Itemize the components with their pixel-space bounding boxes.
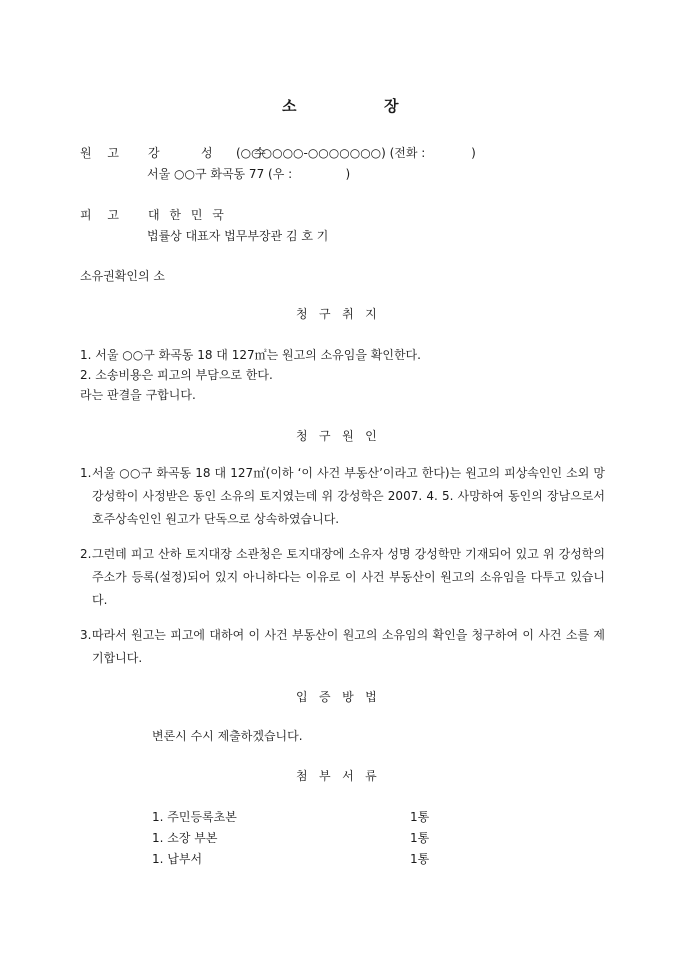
paragraph-number: 3. [80,628,92,642]
claim-purpose-item: 1. 서울 ○○구 화곡동 18 대 127㎡는 원고의 소유임을 확인한다. [80,348,421,362]
attachment-name: 1. 주민등록초본 [152,810,237,824]
attachments-heading: 첨 부 서 류 [296,769,377,783]
paragraph-number: 2. [80,547,92,561]
attachment-count: 1통 [410,831,430,845]
case-name: 소유권확인의 소 [80,269,165,283]
paragraph-text: 그런데 피고 산하 토지대장 소관청은 토지대장에 소유자 성명 강성학만 기재되어 있고 위 강성학의 주소가 등록(설정)되어 있지 아니하다는 이유로 이 사건 부동산이 원고의 소유임을 다투고 있습니다. [92,547,605,607]
evidence-text: 변론시 수시 제출하겠습니다. [152,729,303,743]
claim-purpose-item: 2. 소송비용은 피고의 부담으로 한다. [80,368,273,382]
paragraph-text: 따라서 원고는 피고에 대하여 이 사건 부동산이 원고의 소유임의 확인을 청구하여 이 사건 소를 제기합니다. [92,628,605,665]
paragraph-number: 1. [80,466,92,480]
attachment-count: 1통 [410,852,430,866]
paragraph-text: 서울 ○○구 화곡동 18 대 127㎡(이하 ‘이 사건 부동산’이라고 한다)는 원고의 피상속인인 소외 망 강성학이 사정받은 동인 소유의 토지였는데 위 강성학은 2007. 4. 5. 사망하여 동인의 장남으로서 호주상속인인 원고가 단독으로 상속하였습니다. [92,466,605,526]
claim-cause-paragraph [80,624,605,670]
attachment-row [152,850,442,867]
defendant-representative: 법률상 대표자 법무부장관 김 호 기 [147,229,329,243]
attachment-count: 1통 [410,810,430,824]
defendant-role: 피 고 [80,208,125,222]
document-title-left: 소 [282,97,297,115]
plaintiff-id-phone: (○○○○○○-○○○○○○○) (전화 : ) [236,146,476,160]
plaintiff-name: 강 성 수 [148,146,266,160]
plaintiff-address: 서울 ○○구 화곡동 77 (우 : ) [147,167,351,181]
defendant-name: 대 한 민 국 [148,208,227,222]
attachment-row [152,808,442,825]
claim-purpose-heading: 청 구 취 지 [296,307,377,321]
claim-cause-heading: 청 구 원 인 [296,429,377,443]
attachment-name: 1. 납부서 [152,852,203,866]
claim-purpose-conclusion: 라는 판결을 구합니다. [80,388,196,402]
claim-cause-paragraph [80,462,605,531]
attachment-row [152,829,442,846]
document-title-right: 장 [384,97,399,115]
plaintiff-role: 원 고 [80,146,125,160]
claim-cause-paragraph [80,543,605,612]
evidence-heading: 입 증 방 법 [296,690,377,704]
attachment-name: 1. 소장 부본 [152,831,218,845]
